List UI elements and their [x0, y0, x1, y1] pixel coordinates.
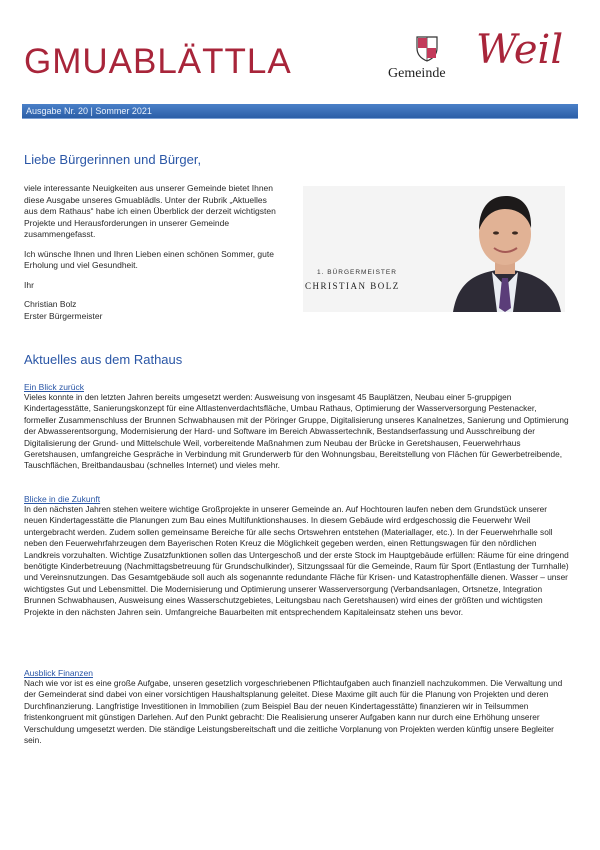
section-body: In den nächsten Jahren stehen weitere wichtige Großprojekte in unserer Gemeinde an. Auf Hochtouren laufen neben dem Grundstück unserer neuen Kindertagesstätte die Planungen zum Bau eines Multifunktionshauses. In diesem Gebäude wird erdgeschossig die Feuerwehr Weil untergebracht werden. Zudem sollen gemeinsame Bereiche für alle sechs Ortswehren entstehen (Materiallager, etc.). In der Feuerwehrhalle soll neben den Feuerwehrfahrzeugen dem Bayerischen Roten Kreuz die Möglichkeit gegeben werden, einen Rettungswagen für den nördlichen Landkreis vorzuhalten. Wichtige Zusatzfunktionen sollen das Untergeschoß und der erste Stock im Hauptgebäude erfüllen: Räume für eine dringend benötigte Kinderbetreuung (Nachmittagsbetreuung für Grundschulkinder), Sitzungssaal für die Gemeinde, Raum für Sport (Entlastung der Turnhalle) und Vereinsnutzungen. Das Gesamtgebäude soll auch als sogenannte redundante Fläche für Krisen- und Katastrophenfälle dienen. Wasser – unser wichtigstes Gut und Lebensmittel. Die Modernisierung und Optimierung unserer Wasserversorgung (Verbandsanlagen, Ortsnetze, Integration Brunnen Schwabhausen, Ausweisung eines Wasserschutzgebietes, Leitungsbau nach Geretshausen) wird eines der größten und wichtigsten Projekte in den nächsten Jahren sein. Umfangreiche Bauarbeiten mit entsprechendem Kapitaleinsatz stehen uns bevor.	[24, 504, 569, 617]
signature-name: Christian Bolz	[24, 299, 77, 309]
municipality-logo	[388, 27, 578, 90]
photo-caption-name: CHRISTIAN BOLZ	[305, 281, 400, 291]
logo-name: Weil	[476, 27, 564, 73]
greeting-heading: Liebe Bürgerinnen und Bürger,	[24, 152, 202, 167]
band-divider	[22, 118, 578, 119]
section-future	[24, 494, 570, 618]
intro-paragraph-2: Ich wünsche Ihnen und Ihren Lieben einen schönen Sommer, gute Erholung und viel Gesundheit.	[24, 248, 274, 270]
section-body: Vieles konnte in den letzten Jahren bereits umgesetzt werden: Ausweisung von insgesamt 45 Bauplätzen, Neubau einer 5-gruppigen Kindertagesstätte, Sanierungskonzept für eine Altlastenverdachtsfläche, Umbau Rathaus, Optimierung der Wasserversorgung Pestenacker, formeller Zusammenschluss der Brunnen Schwabhausen mit der Pöringer Gruppe, Digitalisierung unseres Kanalnetzes, Sanierung und Optimierung der Abwasserentsorgung, Modernisierung der Hard- und Software im Bereich Abwassertechnik, Bestandserfassung und Ausschreibung der Digitalisierung der Grund- und Mittelschule Weil, vorbereitende Maßnahmen zum Neubau der Brücke in Geretshausen, Feuerwehrhaus Geretshausen, umfangreiche Gespräche in Verbindung mit Grunderwerb für den Wohnungsbau, Bereitstellung von Flächen für Gewerbetreibende, Tauschflächen, Breitbandausbau (schnelles Internet) und vieles mehr.	[24, 392, 569, 471]
section-title: Ein Blick zurück	[24, 382, 84, 392]
photo-caption-role: 1. BÜRGERMEISTER	[317, 269, 397, 276]
intro-paragraph-1: viele interessante Neuigkeiten aus unserer Gemeinde bietet Ihnen diese Ausgabe unseres Gmuablädls. Unter der Rubrik „Aktuelles aus dem Rathaus“ habe ich einen Überblick der derzeit wichtigsten Projekte und Herausforderungen in unserer Gemeinde zusammengefasst.	[24, 183, 276, 239]
issue-band	[22, 104, 578, 118]
section-title: Ausblick Finanzen	[24, 668, 93, 678]
section-finances	[24, 668, 570, 746]
intro-text	[24, 183, 279, 322]
newsletter-title: GMUABLÄTTLA	[24, 42, 292, 81]
signature-role: Erster Bürgermeister	[24, 310, 103, 321]
logo-prefix: Gemeinde	[388, 66, 446, 81]
section-body: Nach wie vor ist es eine große Aufgabe, unseren gesetzlich vorgeschriebenen Pflichtaufgaben auch finanziell nachzukommen. Die Verwaltung und der Gemeinderat sind dabei von einer vorsichtigen Haushaltsplanung geleitet. Diese Maxime gilt auch für die Planung von Projekten und deren Durchfinanzierung. Langfristige Investitionen in Immobilien (zum Beispiel Bau der neuen Kindertagesstätte) finanzieren wir in Teilsummen fristenkongruent mit günstigen Darlehen. Auf den Punkt gebracht: Die Realisierung unserer Aufgaben kann nur durch eine Erhöhung unserer Verschuldung umgesetzt werden. Die ständige Leistungsbereitschaft und die zeitliche Vorplanung von Projekten werden künftig unsere Begleiter sein.	[24, 678, 563, 746]
mayor-photo	[303, 186, 565, 312]
portrait-image	[303, 186, 565, 312]
intro-closing: Ihr	[24, 279, 34, 290]
issue-label: Ausgabe Nr. 20 | Sommer 2021	[26, 106, 152, 116]
section-look-back	[24, 382, 570, 472]
coat-of-arms-icon	[416, 36, 438, 62]
rathaus-heading: Aktuelles aus dem Rathaus	[24, 352, 183, 367]
section-title: Blicke in die Zukunft	[24, 494, 101, 504]
